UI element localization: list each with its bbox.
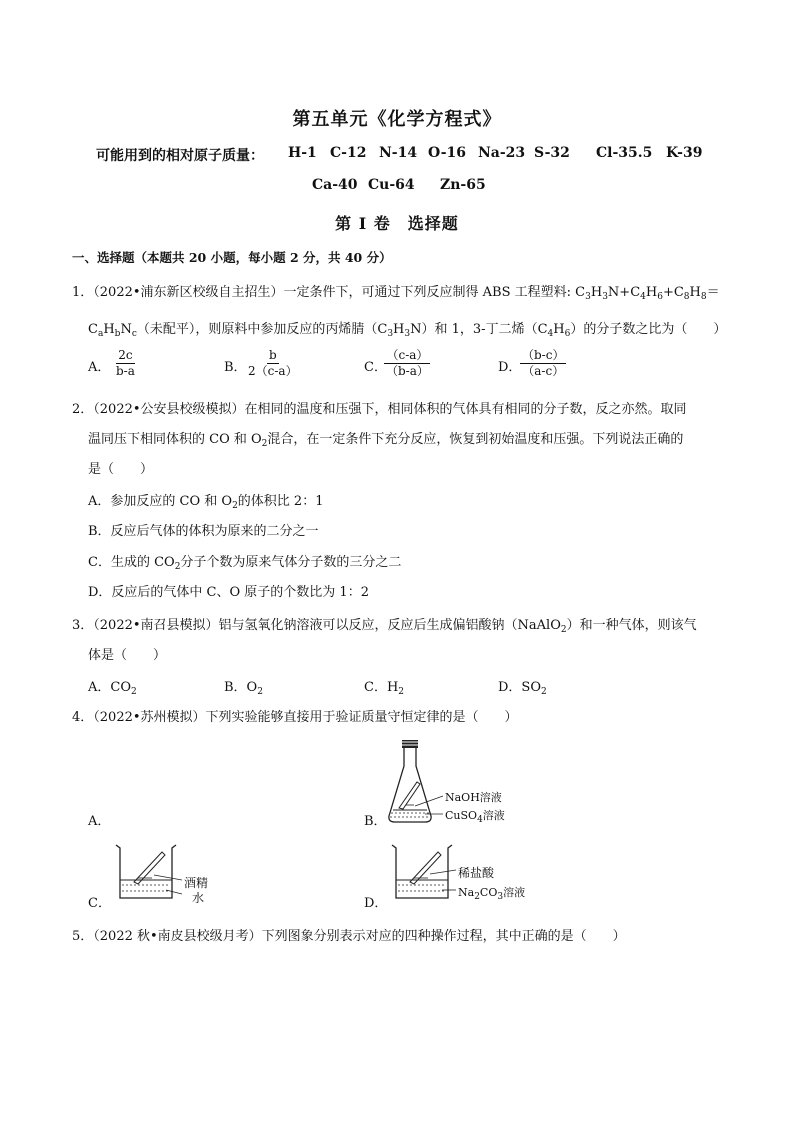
- flask-figure: [385, 738, 545, 828]
- q2-stem-line3: 是（ ）: [88, 462, 154, 477]
- q3-option-a[interactable]: A．$CO_2$: [88, 680, 137, 697]
- mass-item: K-39: [666, 145, 703, 161]
- mass-item: C-12: [330, 145, 367, 161]
- fraction: $\frac{2c}{b-a}$: [116, 348, 135, 378]
- flask-label-cuso4: CuSO$_4$溶液: [445, 809, 505, 825]
- q1-stem-line1: 1．（2022•浦东新区校级自主招生）一定条件下，可通过下列反应制得 ABS 工程塑料: $C_3H_3N+C_4H_6+C_8H_8=$: [72, 285, 720, 302]
- q4-option-c[interactable]: C．: [88, 896, 111, 911]
- beaker-d-label-hcl: 稀盐酸: [458, 866, 495, 880]
- q4-option-d[interactable]: D．: [364, 896, 388, 911]
- mass-item: Ca-40: [312, 177, 358, 193]
- beaker-c-label-water: 水: [192, 891, 205, 905]
- q3-stem-line1: 3．（2022•南召县模拟）铝与氢氧化钠溶液可以反应，反应后生成偏铝酸钠（NaAlO$_2$）和一种气体，则该气: [72, 618, 697, 635]
- fraction: $\frac{(c-a)}{(b-a)}$: [386, 348, 429, 378]
- mass-item: Zn-65: [440, 177, 486, 193]
- q2-stem-line2: 温同压下相同体积的 CO 和 $O_2$混合，在一定条件下充分反应，恢复到初始温度和压强。下列说法正确的: [88, 432, 684, 449]
- q3-option-d[interactable]: D．$SO_2$: [498, 680, 547, 697]
- mass-item: Cl-35.5: [596, 145, 653, 161]
- beaker-figure-d: [386, 842, 546, 904]
- option-label: A．: [88, 360, 111, 375]
- document-title: 第五单元《化学方程式》: [292, 109, 502, 130]
- mass-item: H-1: [288, 145, 317, 161]
- fraction: $\frac{(b-c)}{(a-c)}$: [522, 348, 565, 378]
- q5-stem-line1: 5．（2022 秋•南皮县校级月考）下列图象分别表示对应的四种操作过程，其中正确的是（ ）: [72, 929, 626, 944]
- q4-stem-line1: 4．（2022•苏州模拟）下列实验能够直接用于验证质量守恒定律的是（ ）: [72, 710, 518, 725]
- mass-item: O-16: [428, 145, 467, 161]
- fraction: $\frac{b}{2(c-a)}$: [248, 348, 298, 378]
- part-heading: 一、选择题（本题共 20 小题，每小题 2 分，共 40 分）: [72, 250, 392, 265]
- q3-stem-line2: 体是（ ）: [88, 648, 167, 663]
- q4-option-b[interactable]: B．: [364, 814, 387, 829]
- option-label: C．: [364, 360, 387, 375]
- q2-stem-line1: 2．（2022•公安县校级模拟）在相同的温度和压强下，相同体积的气体具有相同的分子数，反之亦然。取同: [72, 402, 687, 417]
- beaker-figure-c: [110, 842, 230, 905]
- atomic-masses: [0, 145, 794, 195]
- section-title: 第 I 卷 选择题: [335, 214, 459, 233]
- mass-item: S-32: [534, 145, 570, 161]
- option-label: D．: [498, 360, 522, 375]
- beaker-d-label-na2co3: $Na_2CO_3$溶液: [458, 886, 526, 902]
- q3-option-b[interactable]: B．$O_2$: [224, 680, 263, 697]
- q2-option-b[interactable]: B．反应后气体的体积为原来的二分之一: [88, 524, 319, 539]
- mass-item: Na-23: [478, 145, 526, 161]
- q2-option-d[interactable]: D．反应后的气体中 C、O 原子的个数比为 1：2: [88, 585, 369, 600]
- q4-option-a[interactable]: A．: [88, 814, 111, 829]
- q1-stem-line2: $C_aH_bN_c$（未配平），则原料中参加反应的丙烯腈$(C_3H_3N)$和 1，3-丁二烯$(C_4H_6)$的分子数之比为（ ）: [88, 322, 727, 339]
- stopper-icon: [402, 740, 418, 748]
- flask-label-naoh: NaOH溶液: [445, 791, 502, 804]
- mass-item: N-14: [379, 145, 418, 161]
- q3-option-c[interactable]: C．$H_2$: [364, 680, 405, 697]
- q2-option-c[interactable]: C．生成的 $CO_2$分子个数为原来气体分子数的三分之二: [88, 555, 402, 572]
- atomic-masses-lead: 可能用到的相对原子质量：: [96, 148, 264, 164]
- mass-item: Cu-64: [368, 177, 415, 193]
- beaker-c-label-alcohol: 酒精: [184, 876, 209, 890]
- option-label: B．: [224, 360, 247, 375]
- q2-option-a[interactable]: A．参加反应的 CO 和 $O_2$的体积比 2：1: [88, 494, 324, 511]
